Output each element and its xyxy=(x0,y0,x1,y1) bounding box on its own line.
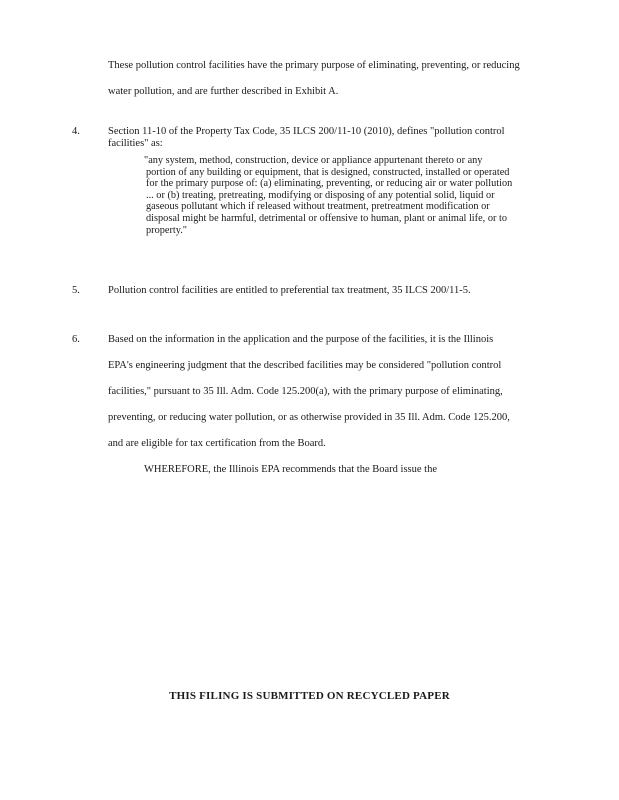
quote-line: ... or (b) treating, pretreating, modifying or disposing of any potential solid, liquid or xyxy=(146,189,495,201)
para-4-number: 4. xyxy=(72,126,80,137)
intro-line-1: These pollution control facilities have the primary purpose of eliminating, preventing, or reducing xyxy=(108,60,520,71)
para-6-line: facilities," pursuant to 35 Ill. Adm. Code 125.200(a), with the primary purpose of eliminating, xyxy=(108,386,503,397)
quote-line: property." xyxy=(146,224,187,236)
para-6-line: EPA's engineering judgment that the described facilities may be considered "pollution control xyxy=(108,360,502,371)
quote-line: portion of any building or equipment, that is designed, constructed, installed or operated xyxy=(146,166,510,178)
quote-line: "any system, method, construction, device or appliance appurtenant thereto or any xyxy=(144,155,483,166)
block-quote xyxy=(144,155,544,236)
para-5-text: Pollution control facilities are entitled to preferential tax treatment, 35 ILCS 200/11-5. xyxy=(108,285,471,296)
quote-line: for the primary purpose of: (a) eliminating, preventing, or reducing air or water pollution xyxy=(146,178,513,190)
quote-line: disposal might be harmful, detrimental or offensive to human, plant or animal life, or to xyxy=(146,212,507,224)
para-4-line-2: facilities" as: xyxy=(108,138,163,149)
wherefore-line: WHEREFORE, the Illinois EPA recommends that the Board issue the xyxy=(144,464,437,475)
para-6-number: 6. xyxy=(72,334,80,345)
para-5-number: 5. xyxy=(72,285,80,296)
quote-line: gaseous pollutant which if released without treatment, pretreatment modification or xyxy=(146,201,490,213)
recycled-paper-footer: THIS FILING IS SUBMITTED ON RECYCLED PAPER xyxy=(169,690,450,702)
para-6-line: preventing, or reducing water pollution, or as otherwise provided in 35 Ill. Adm. Code 125.200, xyxy=(108,412,510,423)
intro-line-2: water pollution, and are further described in Exhibit A. xyxy=(108,86,339,97)
para-4-line-1: Section 11-10 of the Property Tax Code, 35 ILCS 200/11-10 (2010), defines "pollution control xyxy=(108,126,505,137)
para-6-line: and are eligible for tax certification from the Board. xyxy=(108,438,326,449)
para-6-line: Based on the information in the application and the purpose of the facilities, it is the Illinois xyxy=(108,334,494,345)
